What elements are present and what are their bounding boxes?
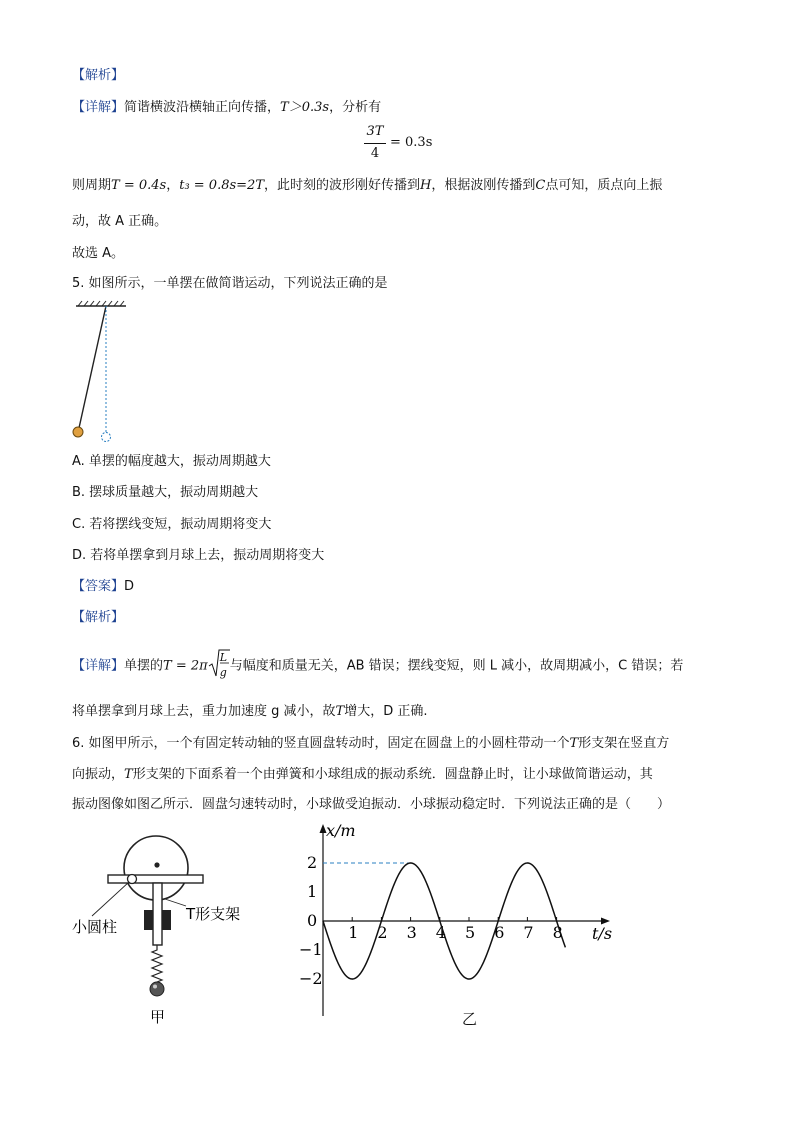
guide-block-left (144, 910, 153, 930)
x-tick-label-5: 5 (465, 923, 476, 942)
data-point-7 (527, 862, 528, 863)
caption-jia: 甲 (150, 1008, 166, 1026)
label-small-cylinder: 小圆柱 (72, 918, 118, 936)
data-point-6 (498, 920, 499, 921)
q5-option-b: B. 摆球质量越大，振动周期越大 (72, 485, 259, 500)
q6-stem-line3: 振动图像如图乙所示．圆盘匀速转动时，小球做受迫振动．小球振动稳定时．下列说法正确的是（ ） (72, 797, 671, 812)
q5-explanation-line1: 【详解】单摆的T = 2π L g 与幅度和质量无关，AB 错误；摆线变短，则 L 减小，故周期减小，C 错误；若 (72, 656, 683, 677)
y-tick-label-2: 2 (307, 853, 318, 872)
t-bracket-stem (153, 883, 162, 945)
q5-explanation-line2: 将单摆拿到月球上去，重力加速度 g 减小，故T增大，D 正确. (72, 704, 428, 719)
x-tick-label-2: 2 (377, 923, 388, 942)
caption-yi: 乙 (462, 1010, 478, 1028)
y-axis-label: x/m (326, 821, 356, 840)
fraction-bar (364, 143, 386, 144)
q5-stem: 5. 如图所示，一单摆在做简谐运动，下列说法正确的是 (72, 276, 388, 291)
q4-line4: 故选 A。 (72, 246, 125, 261)
data-point-2 (381, 920, 382, 921)
x-tick-label-7: 7 (523, 923, 534, 942)
x-tick-label-1: 1 (348, 923, 359, 942)
x-tick-label-3: 3 (406, 923, 417, 942)
data-point-8 (556, 920, 557, 921)
y-tick-label--1: −1 (299, 940, 323, 959)
t-bracket-crossbar (108, 875, 203, 883)
q6-stem-line1: 6. 如图甲所示，一个有固定转动轴的竖直圆盘转动时，固定在圆盘上的小圆柱带动一个T形支架在竖直方 (72, 736, 670, 751)
figure-jia-apparatus (68, 824, 268, 1032)
q5-option-d: D. 若将单摆拿到月球上去，振动周期将变大 (72, 548, 325, 563)
q5-jiexi-tag: 【解析】 (72, 610, 125, 625)
figure-yi-oscillation-chart (290, 816, 620, 1032)
equilibrium-bob-dashed (102, 433, 111, 442)
q4-xiangjie-line: 【详解】简谐横波沿横轴正向传播，T＞0.3s，分析有 (72, 100, 382, 115)
pendulum-figure (70, 300, 130, 446)
x-tick-label-4: 4 (435, 923, 446, 942)
data-point-4 (439, 920, 440, 921)
ball (150, 982, 164, 996)
q4-jiexi-tag: 【解析】 (72, 68, 125, 83)
pendulum-bob (73, 427, 83, 437)
x-tick-label-8: 8 (552, 923, 563, 942)
spring (152, 945, 162, 984)
q4-xiangjie-tag: 【详解】 (72, 100, 125, 115)
q5-option-c: C. 若将摆线变短，振动周期将变大 (72, 517, 272, 532)
cylinder-leader-line (92, 882, 129, 916)
data-point-5 (468, 978, 469, 979)
bracket-leader-line (165, 899, 186, 906)
pendulum-string (79, 306, 106, 428)
disc-axis (154, 862, 159, 867)
label-t-bracket: T形支架 (186, 905, 241, 923)
q6-stem-line2: 向振动，T形支架的下面系着一个由弹簧和小球组成的振动系统．圆盘静止时，让小球做简谐运动，其 (72, 767, 653, 782)
x-axis-label: t/s (592, 924, 613, 943)
y-tick-label--2: −2 (299, 969, 323, 988)
data-point-3 (410, 862, 411, 863)
guide-block-right (162, 910, 171, 930)
q5-option-a: A. 单摆的幅度越大，振动周期越大 (72, 454, 271, 469)
origin-label: 0 (307, 911, 318, 930)
data-point-1 (352, 978, 353, 979)
q5-answer: 【答案】D (72, 579, 135, 594)
q4-line2: 则周期T = 0.4s，t₃ = 0.8s=2T，此时刻的波形刚好传播到H，根据波刚传播到C点可知，质点向上振 (72, 178, 663, 193)
q4-line3: 动，故 A 正确。 (72, 214, 168, 229)
y-tick-label-1: 1 (307, 882, 318, 901)
x-tick-label-6: 6 (494, 923, 505, 942)
sqrt-formula: L g (208, 656, 230, 676)
data-point-0 (322, 920, 323, 921)
